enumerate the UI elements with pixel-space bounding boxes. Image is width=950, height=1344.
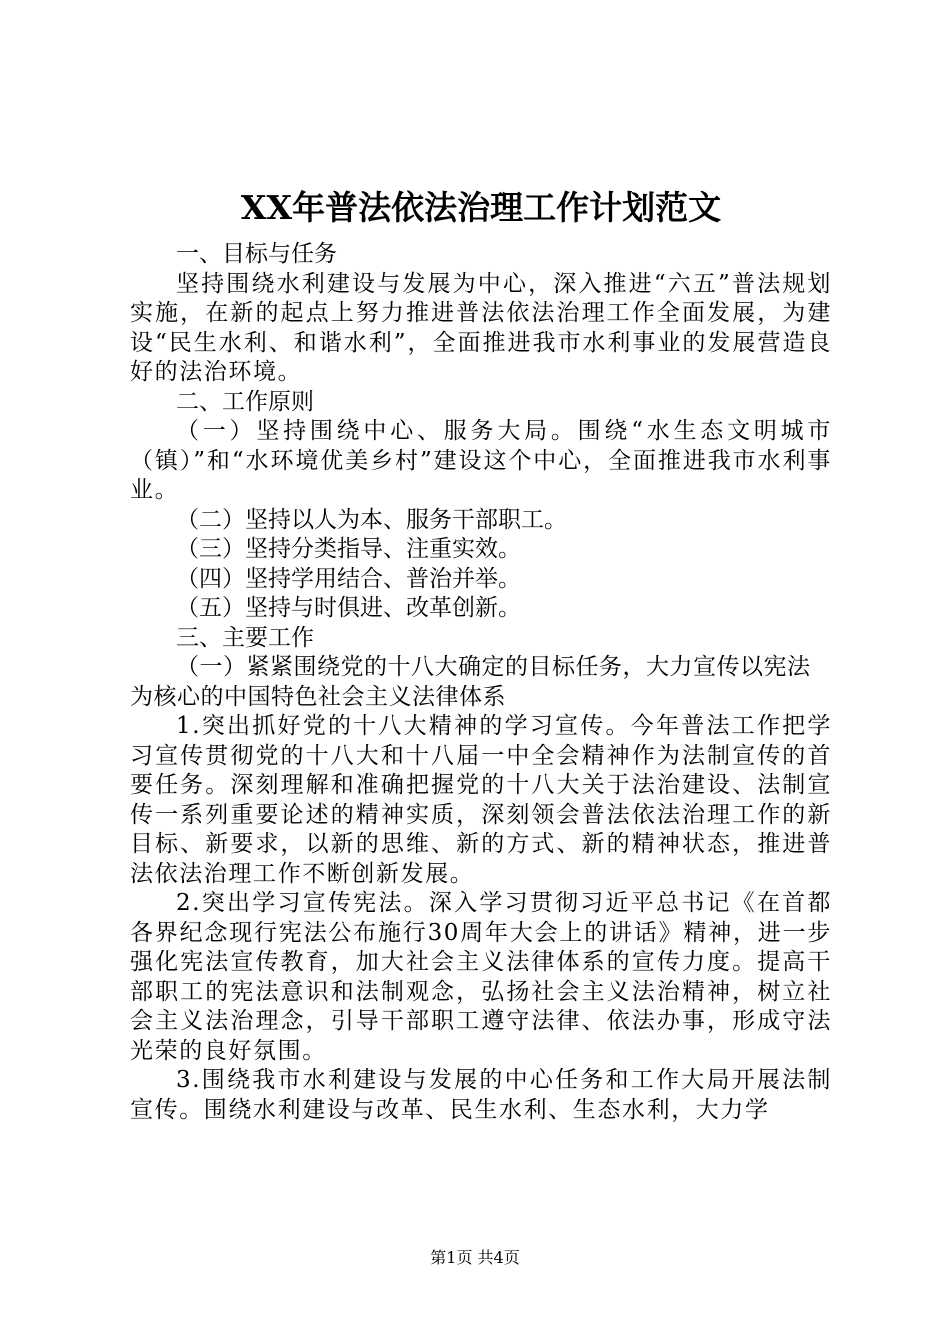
paragraph-item-3: 3.围绕我市水利建设与发展的中心任务和工作大局开展法制宣传。围绕水利建设与改革、民生水利、生态水利，大力学 bbox=[130, 1067, 832, 1123]
principle-3: （三）坚持分类指导、注重实效。 bbox=[176, 536, 521, 562]
document-body bbox=[130, 180, 832, 1125]
subsection-heading-1: （一）紧紧围绕党的十八大确定的目标任务，大力宣传以宪法为核心的中国特色社会主义法律体系 bbox=[130, 654, 811, 710]
section-heading-main-work: 三、主要工作 bbox=[176, 624, 314, 651]
principle-1-body: 围绕“水生态文明城市（镇）”和“水环境优美乡村”建设这个中心，全面推进我市水利事业。 bbox=[130, 418, 833, 503]
paragraph-item-1: 1.突出抓好党的十八大精神的学习宣传。今年普法工作把学习宣传贯彻党的十八大和十八届一中全会精神作为法制宣传的首要任务。深刻理解和准确把握党的十八大关于法治建设、法制宣传一系列重要论述的精神实质，深刻领会普法依法治理工作的新目标、新要求，以新的思维、新的方式、新的精神状态，推进普法依法治理工作不断创新发展。 bbox=[130, 713, 832, 887]
paragraph-item-2: 2.突出学习宣传宪法。深入学习贯彻习近平总书记《在首都各界纪念现行宪法公布施行30周年大会上的讲话》精神，进一步强化宪法宣传教育，加大社会主义法律体系的宣传力度。提高干部职工的宪法意识和法制观念，弘扬社会主义法治精神，树立社会主义法治理念，引导干部职工遵守法律、依法办事，形成守法光荣的良好氛围。 bbox=[130, 890, 832, 1064]
principle-4: （四）坚持学用结合、普治并举。 bbox=[176, 565, 521, 592]
principle-5: （五）坚持与时俱进、改革创新。 bbox=[176, 595, 521, 621]
section-heading-principles: 二、工作原则 bbox=[176, 388, 314, 415]
page-number: 第1页 共4页 bbox=[430, 1248, 520, 1267]
principle-2: （二）坚持以人为本、服务干部职工。 bbox=[176, 506, 567, 533]
paragraph-principle-1 bbox=[130, 417, 832, 506]
section-heading-goals: 一、目标与任务 bbox=[176, 241, 337, 267]
document-title: XX年普法依法治理工作计划范文 bbox=[240, 188, 722, 227]
paragraph-goals: 坚持围绕水利建设与发展为中心，深入推进“六五”普法规划实施，在新的起点上努力推进普法依法治理工作全面发展，为建设“民生水利、和谐水利”，全面推进我市水利事业的发展营造良好的法治环境。 bbox=[130, 270, 832, 385]
principle-1-lead: （一）坚持围绕中心、服务大局。 bbox=[176, 418, 578, 444]
